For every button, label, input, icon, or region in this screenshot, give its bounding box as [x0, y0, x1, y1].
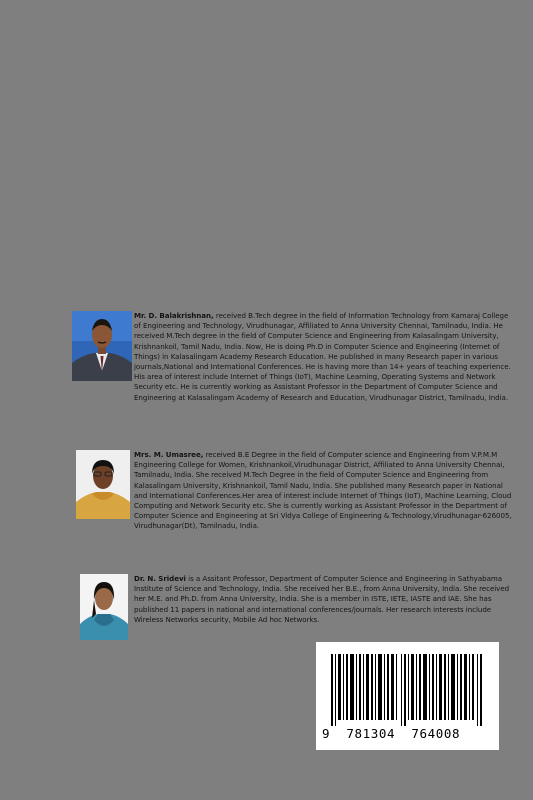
author-bio-sridevi — [72, 574, 512, 625]
author-bio-text — [134, 574, 512, 625]
author-description: is a Assitant Professor, Department of Computer Science and Engineering in Sathyabama Institute of Science and Technology, India. She received her B.E., from Anna University, India. She received her M.E. and Ph.D. from Anna University, India. She is a member in ISTE, IETE, IASTE and IAE. She has published 11 papers in national and international conferences/journals. Her research interests include Wireless Networks security, Mobile Ad hoc Networks. — [134, 574, 510, 624]
author-name: Dr. N. Sridevi — [134, 574, 186, 583]
author-description: received B.Tech degree in the field of Information Technology from Kamaraj College of Engineering and Technology, Virudhunagar, Affiliated to Anna University Chennai, Tamilnadu, India. He received M.Tech degree in the field of Computer Science and Engineering from Kalasalingam University, Krishnankoil, Tamil Nadu, India. Now, He is doing Ph.D in Computer Science and Engineering (Internet of Things) in Kalasalingam Academy Research Education. He published in many Research paper in various journals,National and International Conferences. He is having more than 14+ years of teaching experience. His area of interest include Internet of Things (IoT), Machine Learning, Operating Systems and Network Security etc. He is currently working as Assistant Professor in the Department of Computer Science and Engineering at Kalasalingam Academy of Research and Education, Virudhunagar District, Tamilnadu, India. — [134, 311, 511, 402]
author-photo-balakrishnan — [72, 311, 132, 381]
author-bio-balakrishnan — [72, 311, 512, 403]
isbn-digits: 9 781304 764008 — [322, 726, 461, 741]
author-bio-umasree — [72, 450, 512, 532]
author-name: Mrs. M. Umasree, — [134, 450, 204, 459]
author-description: received B.E Degree in the field of Computer science and Engineering from V.P.M.M Engineering College for Women, Krishnankoil,Virudhunagar District, Affiliated to Anna University Chennai, Tamilnadu, India. She received M.Tech Degree in the field of Computer Science and Engineering from Kalasalingam University, Krishnankoil, Tamil Nadu, India. She published many Research paper in National and International Conferences.Her area of interest include Internet of Things (IoT), Machine Learning, Cloud Computing and Network Security etc. She is currently working as Assistant Professor in the Department of Computer Science and Engineering at Sri Vidya College of Engineering & Technology,Virudhunagar-626005, Virudhunagar(Dt), Tamilnadu, India. — [134, 450, 512, 531]
author-photo-umasree — [76, 450, 130, 519]
author-bio-text — [134, 311, 512, 403]
author-photo-sridevi — [80, 574, 128, 640]
author-name: Mr. D. Balakrishnan, — [134, 311, 214, 320]
barcode-bars — [331, 654, 484, 726]
isbn-barcode — [316, 642, 499, 750]
author-bio-text — [134, 450, 512, 532]
